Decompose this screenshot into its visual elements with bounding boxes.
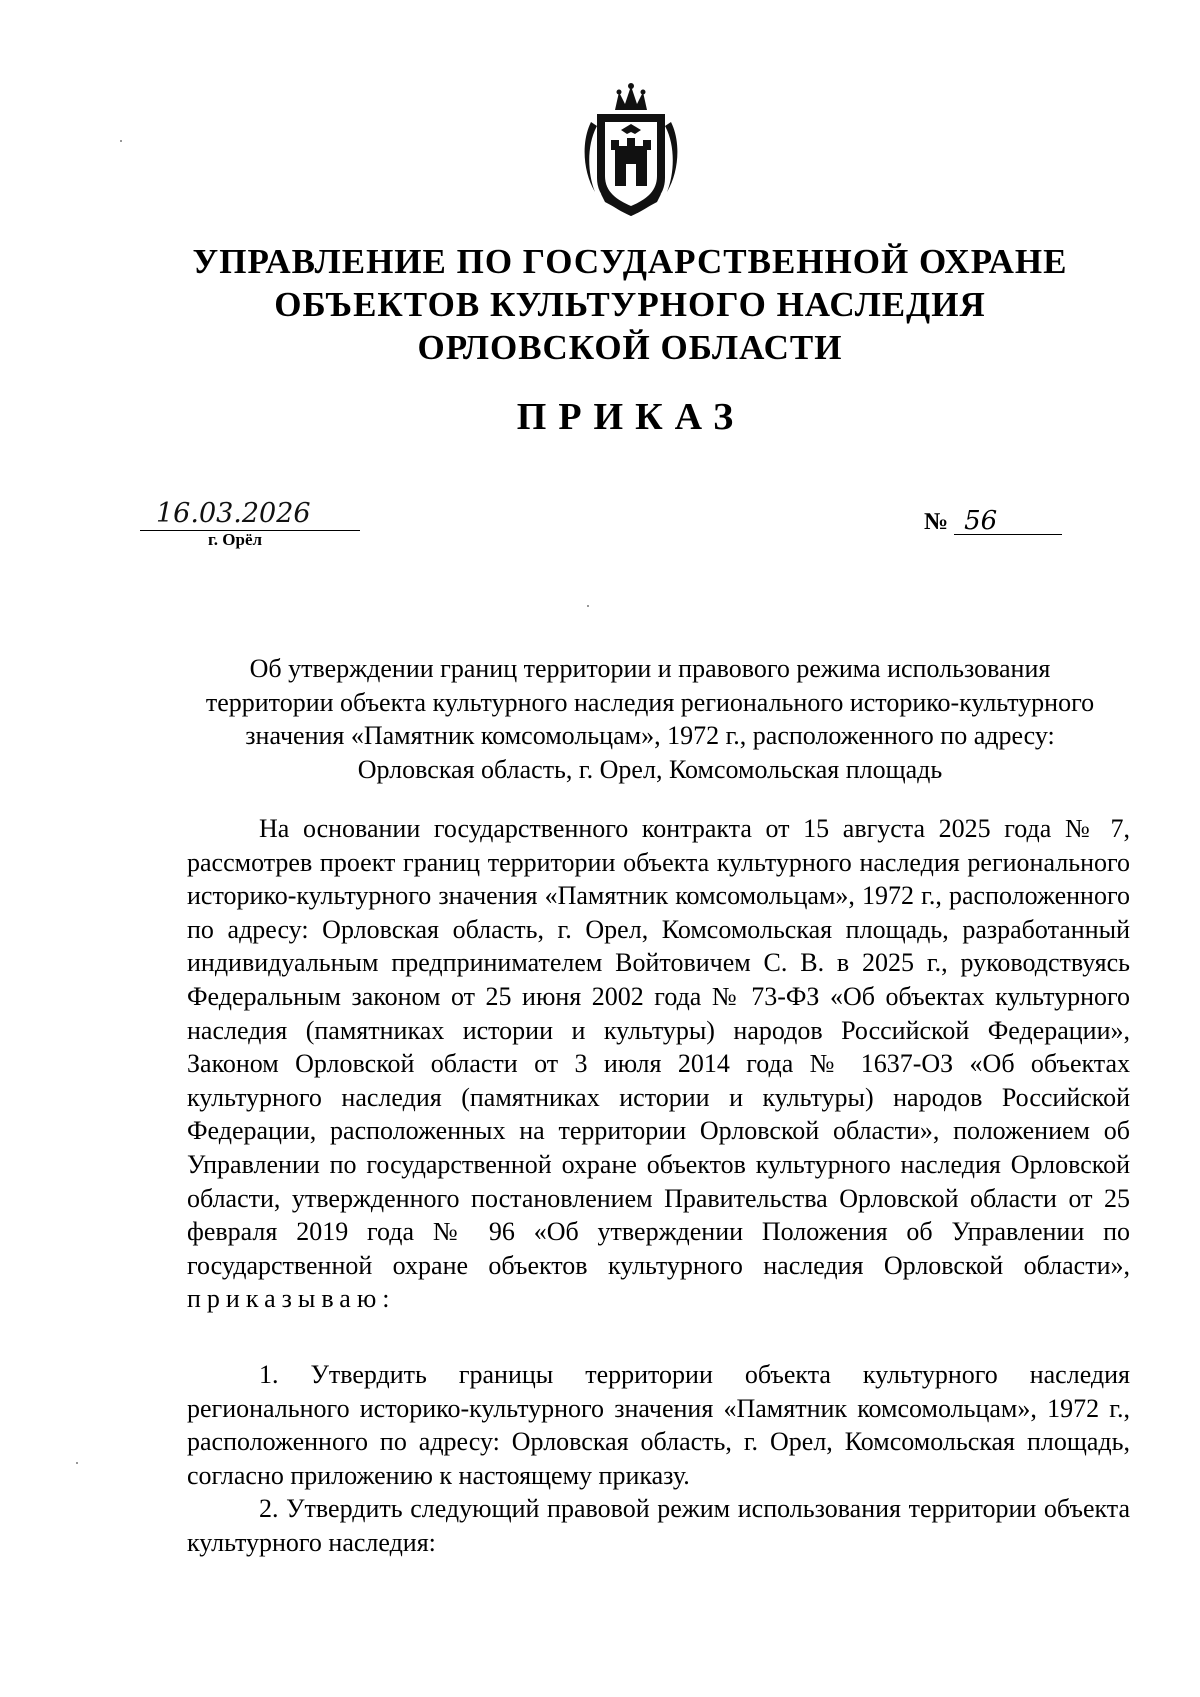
document-number-block	[924, 508, 1084, 536]
order-item-1: 1. Утвердить границы территории объекта культурного наследия регионального историко-культурного значения «Памятник комсомольцам», 1972 г., расположенного по адресу: Орловская область, г. Орел, Комсомольская площадь, согласно приложению к настоящему приказу.	[187, 1360, 1130, 1490]
organization-title-line: ОРЛОВСКОЙ ОБЛАСТИ	[417, 328, 843, 367]
organization-title	[130, 240, 1130, 369]
scan-speck	[120, 140, 122, 142]
order-word: приказываю:	[187, 1284, 396, 1314]
preamble-text: На основании государственного контракта от 15 августа 2025 года № 7, рассмотрев проект границ территории объекта культурного наследия регионального историко-культурного значения «Памятник комсомольцам», 1972 г., расположенного по адресу: Орловская область, г. Орел, Комсомольская площадь, разработанный индивидуальным предпринимателем Войтовичем С. В. в 2025 г., руководствуясь Федеральным законом от 25 июня 2002 года № 73-ФЗ «Об объектах культурного наследия (памятниках истории и культуры) народов Российской Федерации», Законом Орловской области от 3 июля 2014 года № 1637-ОЗ «Об объектах культурного наследия (памятниках истории и культуры) народов Российской Федерации, расположенных на территории Орловской области», положением об Управлении по государственной охране объектов культурного наследия Орловской области, утвержденного постановлением Правительства Орловской области от 25 февраля 2019 года № 96 «Об утверждении Положения об Управлении по государственной охране объектов культурного наследия Орловской области»,	[187, 814, 1130, 1280]
subject-line: территории объекта культурного наследия регионального историко-культурного	[205, 687, 1095, 717]
scan-speck	[587, 605, 589, 607]
organization-title-line: ОБЪЕКТОВ КУЛЬТУРНОГО НАСЛЕДИЯ	[274, 285, 986, 324]
subject-line: Орловская область, г. Орел, Комсомольская площадь	[357, 754, 943, 784]
document-type-heading: ПРИКАЗ	[516, 396, 746, 438]
number-prefix: №	[924, 509, 949, 535]
order-item-2: 2. Утвердить следующий правовой режим использования территории объекта культурного наследия:	[187, 1494, 1130, 1557]
document-subject	[180, 652, 1120, 786]
document-date-block	[140, 498, 360, 549]
document-date: 16.03.2026	[140, 498, 360, 531]
document-city: г. Орёл	[208, 530, 263, 549]
subject-line: значения «Памятник комсомольцам», 1972 г., расположенного по адресу:	[245, 721, 1055, 750]
scan-speck	[76, 1462, 78, 1464]
preamble-paragraph	[187, 812, 1130, 1316]
document-number: 56	[954, 508, 1062, 535]
coat-of-arms-icon	[575, 82, 687, 220]
subject-line: Об утверждении границ территории и правового режима использования	[249, 654, 1051, 683]
organization-title-line: УПРАВЛЕНИЕ ПО ГОСУДАРСТВЕННОЙ ОХРАНЕ	[192, 242, 1068, 281]
